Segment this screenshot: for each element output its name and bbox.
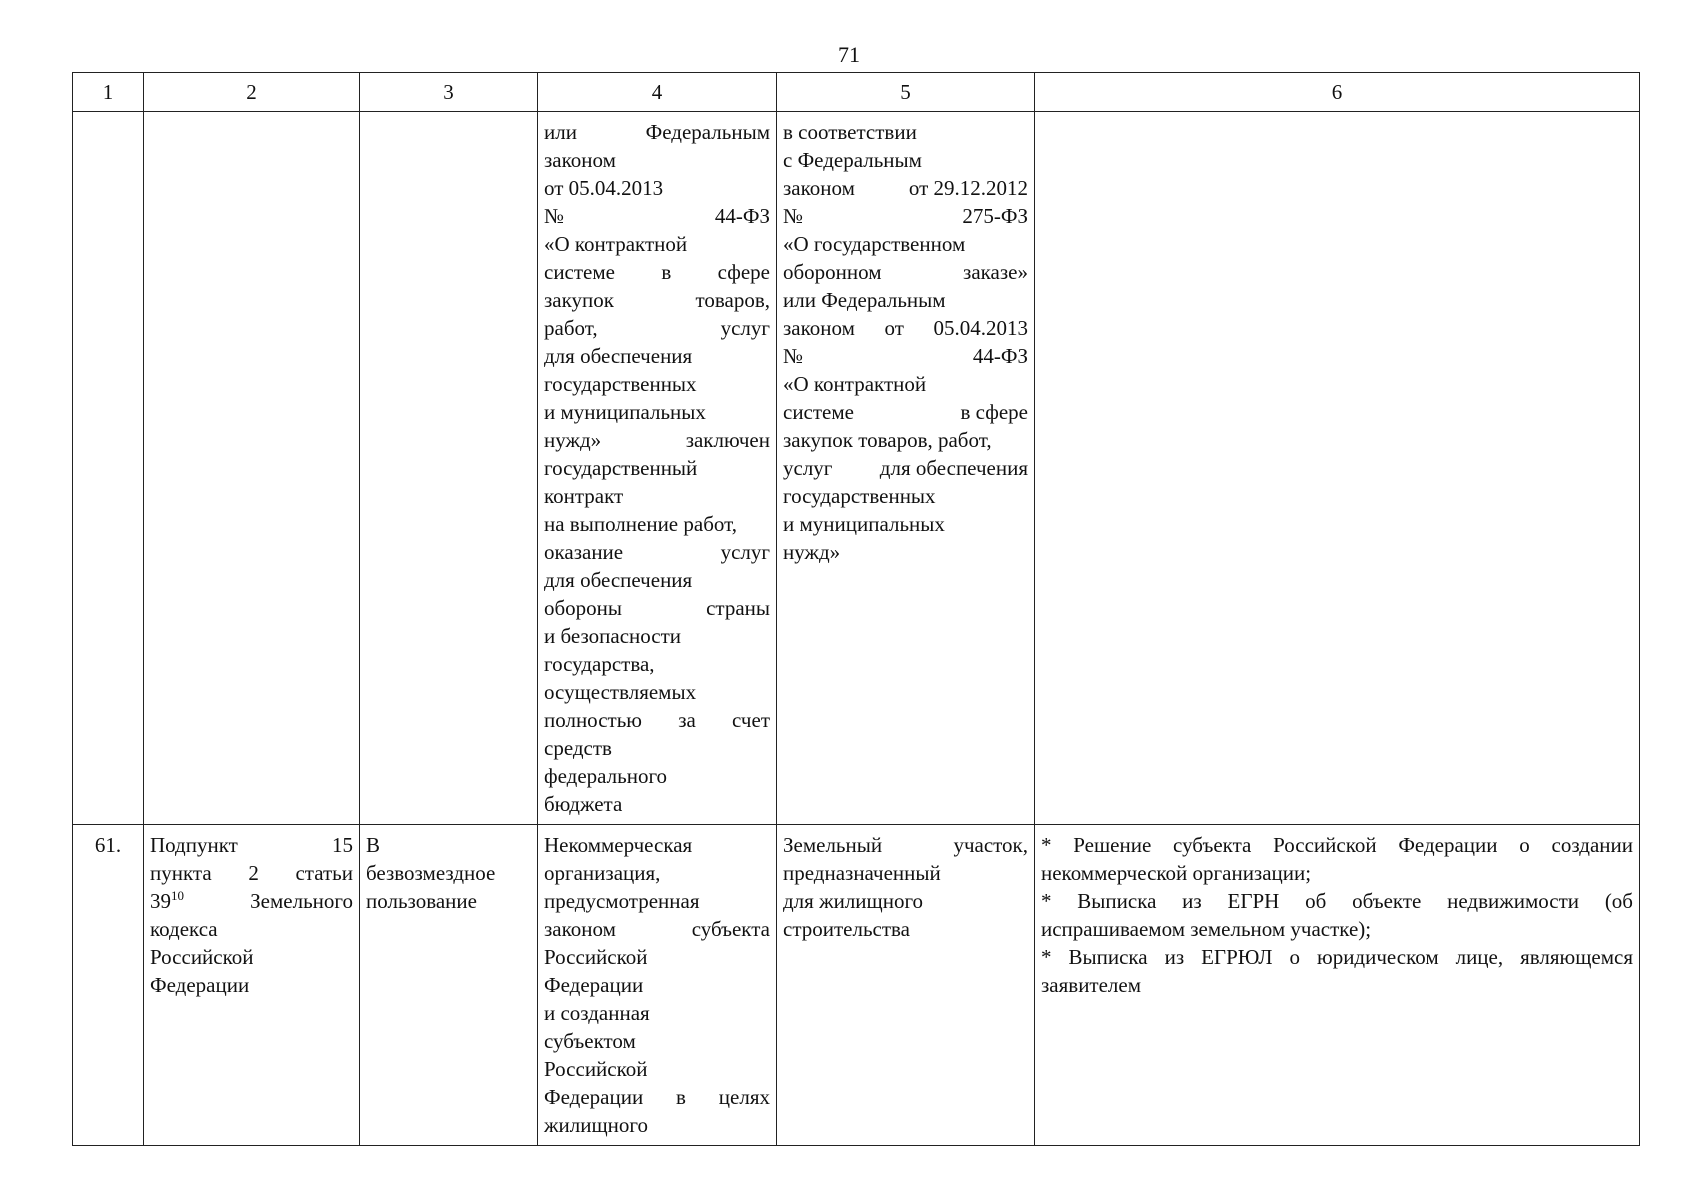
text-line [150, 831, 353, 859]
text-fragment: законом [783, 176, 855, 200]
text-fragment: $39^{10}$ [150, 888, 184, 913]
column-header: 3 [360, 73, 538, 112]
text-line [544, 734, 770, 762]
text-line [150, 859, 353, 887]
text-line [544, 482, 770, 510]
document-item: * Выписка из ЕГРЮЛ о юридическом лице, являющемся заявителем [1041, 945, 1633, 997]
text-fragment: в соответствии [783, 120, 917, 144]
text-line [783, 286, 1028, 314]
text-fragment: за [678, 708, 696, 732]
text-line [783, 202, 1028, 230]
text-line [544, 454, 770, 482]
text-line [544, 650, 770, 678]
cell-col3 [360, 112, 538, 825]
column-header: 6 [1035, 73, 1640, 112]
text-fragment: «О государственном [783, 232, 966, 256]
text-fragment: от [884, 316, 904, 340]
text-line [783, 118, 1028, 146]
text-line [544, 202, 770, 230]
text-line [783, 230, 1028, 258]
text-fragment: для обеспечения [544, 568, 693, 592]
text-fragment: Земельного [250, 889, 353, 913]
text-fragment: в [661, 260, 672, 284]
text-fragment: Российской [544, 945, 648, 969]
text-fragment: и муниципальных [783, 512, 945, 536]
page-number: 71 [838, 42, 860, 67]
text-fragment: услуг [783, 456, 833, 480]
text-fragment: для жилищного [783, 889, 924, 913]
document-item: * Выписка из ЕГРН об объекте недвижимости (об испрашиваемом земельном участке); [1041, 889, 1633, 941]
text-line [544, 887, 770, 915]
text-fragment: и муниципальных [544, 400, 706, 424]
cell-col6 [1035, 825, 1640, 1146]
text-line [783, 915, 1028, 943]
text-line [783, 174, 1028, 202]
text-line [783, 342, 1028, 370]
text-line [366, 887, 531, 915]
text-fragment: Земельный [783, 833, 883, 857]
text-line [366, 859, 531, 887]
text-line [544, 314, 770, 342]
text-line [783, 146, 1028, 174]
text-fragment: организация, [544, 861, 661, 885]
text-fragment: 2 [248, 861, 259, 885]
text-fragment: средств [544, 736, 612, 760]
document-table [72, 72, 1640, 1146]
text-line [150, 915, 353, 943]
text-line [544, 510, 770, 538]
text-line [544, 342, 770, 370]
text-fragment: полностью [544, 708, 642, 732]
text-fragment: и созданная [544, 1001, 650, 1025]
text-fragment: № [544, 204, 565, 228]
text-line [544, 1055, 770, 1083]
cell-col2 [144, 112, 360, 825]
document-item: * Решение субъекта Российской Федерации о создании некоммерческой организации; [1041, 833, 1633, 885]
column-header: 4 [538, 73, 777, 112]
text-fragment: нужд» [783, 540, 841, 564]
text-fragment: обороны [544, 596, 623, 620]
column-header: 1 [73, 73, 144, 112]
text-line [544, 566, 770, 594]
text-line [366, 831, 531, 859]
text-line [150, 971, 353, 999]
text-fragment: оказание [544, 540, 624, 564]
text-fragment: счет [732, 708, 770, 732]
row-number: 61. [73, 825, 144, 1146]
text-fragment: «О контрактной [544, 232, 688, 256]
text-fragment: системе [783, 400, 854, 424]
text-fragment: Федерации [150, 973, 250, 997]
text-line [544, 762, 770, 790]
text-line [783, 258, 1028, 286]
text-line [783, 398, 1028, 426]
text-line [544, 999, 770, 1027]
text-fragment: в [676, 1085, 686, 1109]
text-fragment: услуг [720, 316, 770, 340]
text-fragment: законом [544, 148, 616, 172]
text-fragment: для обеспечения [879, 456, 1028, 480]
text-line [783, 510, 1028, 538]
text-fragment: товаров, [695, 288, 770, 312]
text-fragment: осуществляемых [544, 680, 697, 704]
text-line [544, 943, 770, 971]
text-line [783, 831, 1028, 859]
text-fragment: кодекса [150, 917, 218, 941]
column-header: 2 [144, 73, 360, 112]
text-fragment: государственных [544, 372, 697, 396]
text-line [544, 859, 770, 887]
text-line [544, 398, 770, 426]
text-line [544, 915, 770, 943]
text-line [544, 678, 770, 706]
text-fragment: 275-ФЗ [962, 204, 1028, 228]
text-fragment: оборонном [783, 260, 882, 284]
text-line [544, 146, 770, 174]
text-fragment: Федерации [544, 973, 644, 997]
text-line [544, 971, 770, 999]
text-line [544, 1027, 770, 1055]
text-fragment: Подпункт [150, 833, 238, 857]
text-fragment: контракт [544, 484, 624, 508]
table-row-continued [73, 112, 1640, 825]
text-fragment: с Федеральным [783, 148, 922, 172]
text-fragment: Российской [544, 1057, 648, 1081]
column-header: 5 [777, 73, 1035, 112]
text-fragment: заключен [685, 428, 770, 452]
table-row-61 [73, 825, 1640, 1146]
cell-col5 [777, 825, 1035, 1146]
text-fragment: предназначенный [783, 861, 941, 885]
text-fragment: нужд» [544, 428, 602, 452]
text-fragment: или Федеральным [783, 288, 946, 312]
cell-col1 [73, 112, 144, 825]
text-line [150, 943, 353, 971]
text-fragment: целях [718, 1085, 770, 1109]
text-fragment: системе [544, 260, 615, 284]
text-line [544, 622, 770, 650]
text-fragment: законом [544, 917, 616, 941]
text-fragment: № [783, 204, 804, 228]
cell-col2 [144, 825, 360, 1146]
text-fragment: в сфере [960, 400, 1028, 424]
text-fragment: жилищного [544, 1113, 648, 1137]
text-fragment: государства, [544, 652, 655, 676]
text-fragment: закупок [544, 288, 614, 312]
text-fragment: Некоммерческая [544, 833, 693, 857]
text-fragment: субъектом [544, 1029, 636, 1053]
text-fragment: бюджета [544, 792, 623, 816]
text-line [544, 286, 770, 314]
text-fragment: предусмотренная [544, 889, 700, 913]
text-line [544, 370, 770, 398]
text-line [544, 706, 770, 734]
text-line [783, 538, 1028, 566]
text-fragment: 44-ФЗ [714, 204, 770, 228]
text-line [783, 859, 1028, 887]
text-fragment: субъекта [691, 917, 770, 941]
text-fragment: государственных [783, 484, 936, 508]
text-fragment: Федерации [544, 1085, 644, 1109]
text-line [544, 538, 770, 566]
text-fragment: 44-ФЗ [972, 344, 1028, 368]
text-fragment: закупок товаров, работ, [783, 428, 992, 452]
text-fragment: услуг [720, 540, 770, 564]
text-fragment: Федеральным [645, 120, 770, 144]
text-fragment: государственный [544, 456, 698, 480]
text-line [783, 482, 1028, 510]
superscript: 10 [171, 888, 184, 903]
text-line [544, 118, 770, 146]
text-fragment: пункта [150, 861, 212, 885]
text-line [544, 831, 770, 859]
text-fragment: от 29.12.2012 [908, 176, 1028, 200]
text-fragment: «О контрактной [783, 372, 927, 396]
text-line [544, 790, 770, 818]
text-line [544, 174, 770, 202]
text-line [783, 370, 1028, 398]
text-line [544, 258, 770, 286]
cell-col4 [538, 112, 777, 825]
text-line [544, 594, 770, 622]
text-fragment: и безопасности [544, 624, 682, 648]
cell-col6 [1035, 112, 1640, 825]
text-line [544, 1111, 770, 1139]
text-fragment: страны [706, 596, 770, 620]
text-fragment: или [544, 120, 577, 144]
text-fragment: федерального [544, 764, 668, 788]
text-fragment: строительства [783, 917, 911, 941]
cell-col4 [538, 825, 777, 1146]
text-line [783, 314, 1028, 342]
text-fragment: работ, [544, 316, 598, 340]
text-line [150, 887, 353, 915]
cell-col3 [360, 825, 538, 1146]
text-fragment: безвозмездное [366, 861, 496, 885]
text-fragment: от 05.04.2013 [544, 176, 664, 200]
text-fragment: на выполнение работ, [544, 512, 737, 536]
text-line [783, 454, 1028, 482]
text-fragment: статьи [295, 861, 353, 885]
text-fragment: № [783, 344, 804, 368]
text-fragment: В [366, 833, 381, 857]
cell-col5 [777, 112, 1035, 825]
text-line [544, 1083, 770, 1111]
text-fragment: 05.04.2013 [933, 316, 1028, 340]
text-fragment: сфере [717, 260, 770, 284]
text-line [544, 230, 770, 258]
text-fragment: пользование [366, 889, 477, 913]
table-header-row [73, 73, 1640, 112]
text-fragment: участок, [953, 833, 1028, 857]
text-fragment: законом [783, 316, 855, 340]
text-fragment: 15 [332, 833, 353, 857]
text-line [783, 887, 1028, 915]
text-fragment: Российской [150, 945, 254, 969]
text-fragment: для обеспечения [544, 344, 693, 368]
text-line [783, 426, 1028, 454]
text-line [544, 426, 770, 454]
text-fragment: заказе» [963, 260, 1028, 284]
